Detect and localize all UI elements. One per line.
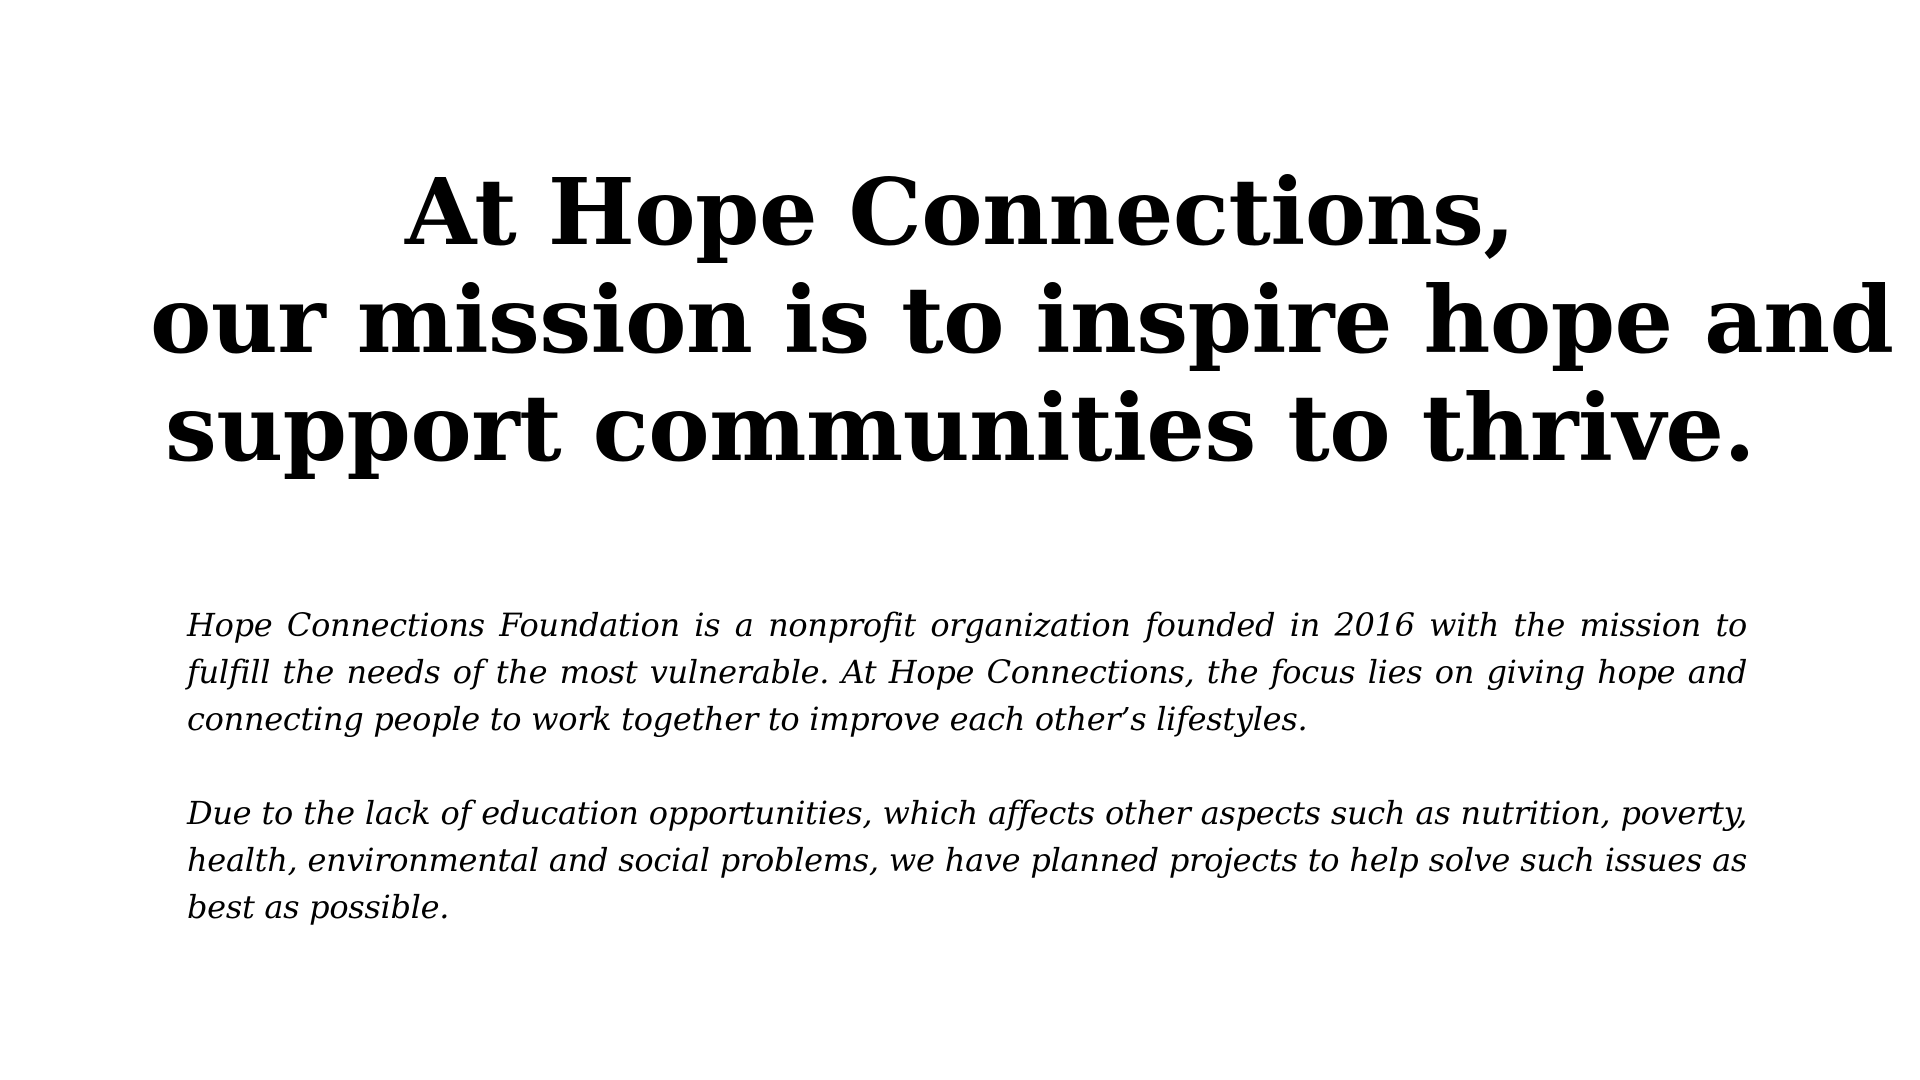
headline-line-2: our mission is to inspire hope and	[150, 266, 1894, 374]
headline-line-3: support communities to thrive.	[164, 374, 1755, 482]
projects-paragraph: Due to the lack of education opportunities, which affects other aspects such as nutrition, poverty, health, environmental and social problems, we have planned projects to help solve such issues as best as possible.	[187, 794, 1747, 926]
mission-headline	[150, 158, 1894, 482]
headline-line-1: At Hope Connections,	[405, 158, 1515, 266]
body-text	[187, 602, 1747, 978]
about-paragraph: Hope Connections Foundation is a nonprofit organization founded in 2016 with the mission to fulfill the needs of the most vulnerable. At Hope Connections, the focus lies on giving hope and connecting people to work together to improve each other’s lifestyles.	[187, 606, 1747, 738]
